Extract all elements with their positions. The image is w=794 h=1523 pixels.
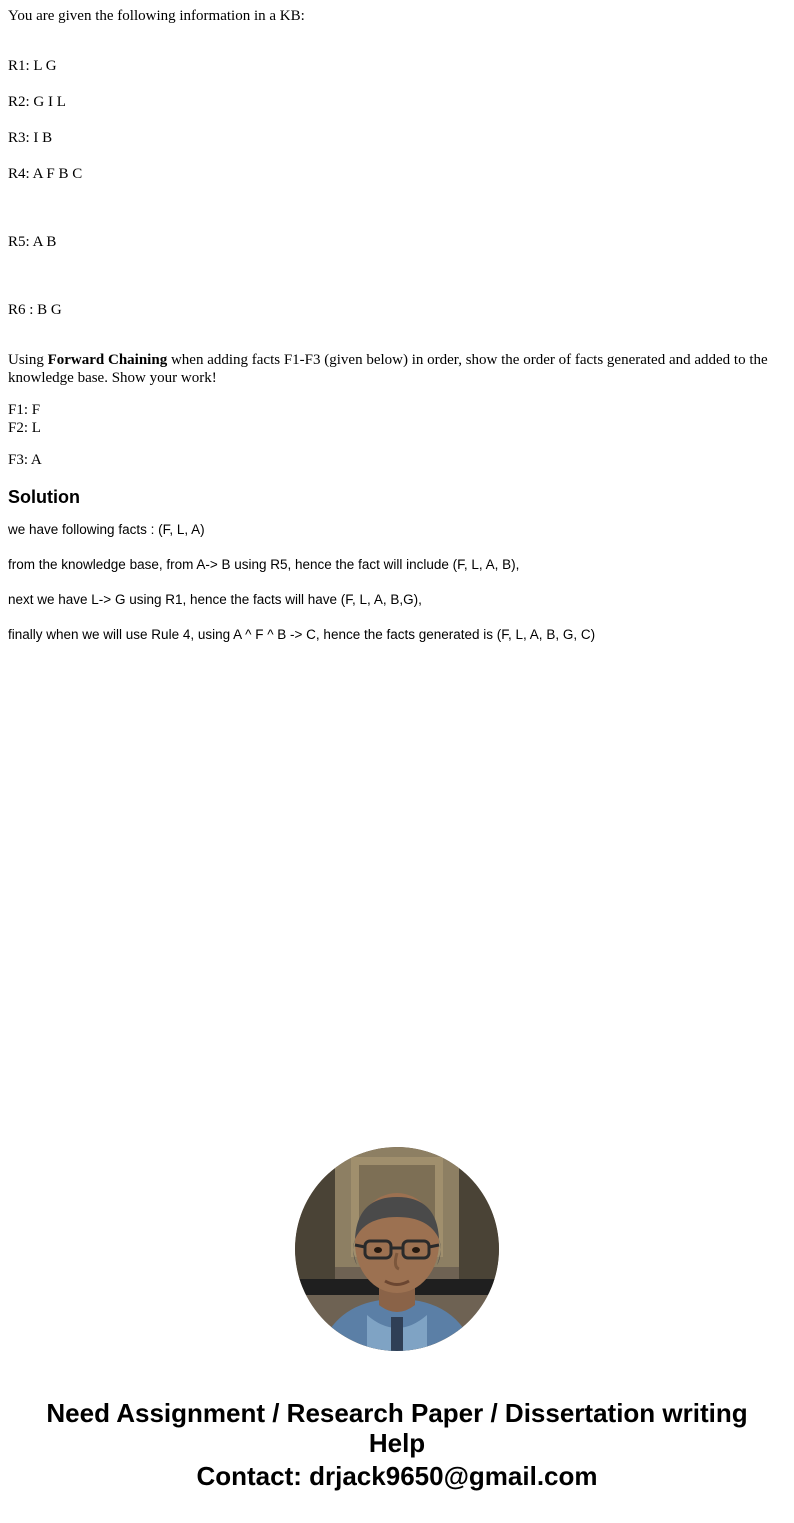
kb-rule-4: R4: A F B C [8, 165, 83, 182]
kb-rule-3: R3: I B [8, 129, 53, 146]
solution-step-3: next we have L-> G using R1, hence the facts will have (F, L, A, B,G), [8, 592, 422, 608]
kb-rule-6-block [8, 283, 786, 337]
kb-rules-block [8, 39, 786, 201]
solution-step-2: from the knowledge base, from A-> B using R5, hence the fact will include (F, L, A, B), [8, 556, 520, 572]
avatar [295, 1147, 499, 1351]
fact-1: F1: F [8, 401, 41, 418]
fact-2: F2: L [8, 419, 41, 436]
facts-block [8, 401, 786, 437]
question-intro: You are given the following information in a KB: [8, 8, 305, 24]
kb-rule-5: R5: A B [8, 233, 57, 250]
solution-step-4: finally when we will use Rule 4, using A ^ F ^ B -> C, hence the facts generated is (F, L, A, B, G, C) [8, 627, 596, 643]
kb-rule-5-block [8, 215, 786, 269]
instruction-prefix: Using [8, 351, 48, 368]
solution-heading: Solution [8, 486, 80, 507]
promo-line-2: Contact: drjack9650@gmail.com [196, 1460, 598, 1491]
kb-rule-1: R1: L G [8, 57, 57, 74]
promo-line-1: Need Assignment / Research Paper / Dissertation writing Help [46, 1398, 748, 1459]
avatar-container [0, 1147, 794, 1356]
instruction-paragraph [8, 351, 786, 387]
avatar-photo [295, 1147, 499, 1351]
fact-3-block [8, 451, 786, 469]
instruction-bold-term: Forward Chaining [47, 351, 168, 368]
instruction-suffix: when adding facts F1-F3 (given below) in order, show the order of facts generated and added to the knowledge base. Show your work! [8, 351, 768, 386]
promo-footer [0, 1398, 794, 1491]
solution-step-1: we have following facts : (F, L, A) [8, 521, 205, 537]
kb-rule-2: R2: G I L [8, 93, 66, 110]
fact-3: F3: A [8, 451, 42, 468]
kb-rule-6: R6 : B G [8, 301, 62, 318]
